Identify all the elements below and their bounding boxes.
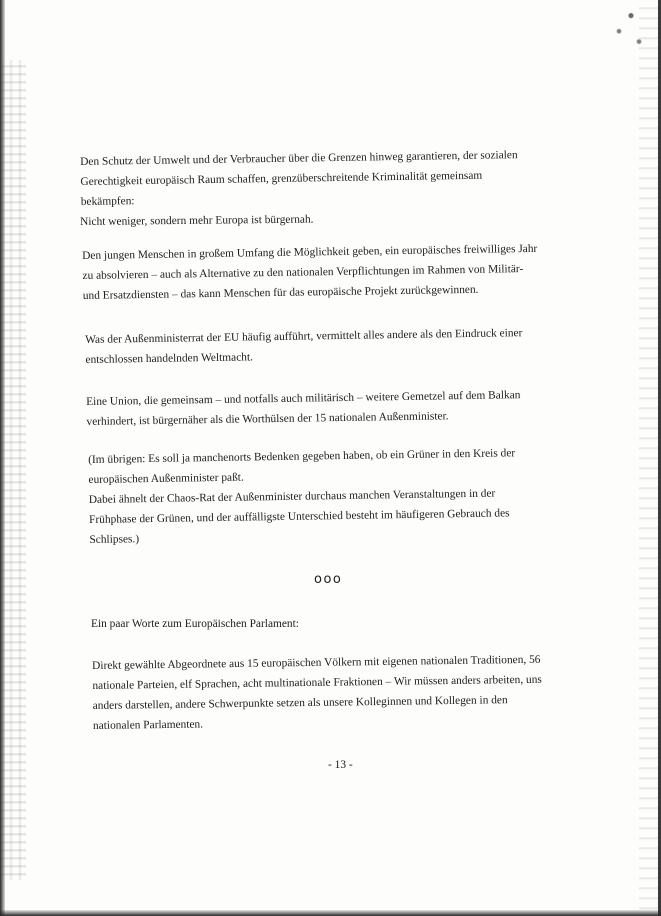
text-line: verhindert, ist bürgernäher als die Worthülsen der 15 nationalen Außenminister. [86, 410, 449, 428]
page-number: - 13 - [328, 759, 353, 771]
paragraph-european-parliament [92, 650, 543, 736]
text-line: (Im übrigen: Es soll ja manchenorts Bedenken gegeben haben, ob ein Grüner in den Kreis der [88, 447, 516, 466]
scan-speckles [607, 0, 647, 52]
text-line: europäischen Außenminister paßt. [88, 471, 244, 486]
text-line: Frühphase der Grünen, und der auffälligste Unterschied besteht im häufigeren Gebrauch des [89, 507, 510, 526]
text-line: Direkt gewählte Abgeordnete aus 15 europäischen Völkern mit eigenen nationalen Traditionen, 56 [92, 653, 541, 672]
text-line: nationale Parteien, elf Sprachen, acht multinationale Fraktionen – Wir müssen anders arbeiten, uns [92, 673, 542, 692]
scan-noise-left [0, 60, 26, 880]
paragraph-more-europe [80, 210, 314, 232]
paragraph-voluntary-year [82, 239, 538, 306]
text-line: nationalen Parlamenten. [92, 718, 204, 732]
paragraph-environment [80, 145, 518, 212]
text-line: bekämpfen: [80, 195, 135, 208]
text-line: Nicht weniger, sondern mehr Europa ist bürgernah. [80, 213, 314, 228]
text-line: Eine Union, die gemeinsam – und notfalls auch militärisch – weitere Gemetzel auf dem Balkan [86, 389, 521, 408]
section-separator: ooo [314, 572, 343, 587]
scan-edge-bottom [0, 910, 661, 916]
text-line: entschlossen handelnden Weltmacht. [85, 351, 254, 366]
paragraph-foreign-ministers-council [85, 323, 523, 370]
section-intro: Ein paar Worte zum Europäischen Parlament: [91, 618, 299, 630]
paragraph-greens-aside [88, 443, 517, 550]
text-line: Den jungen Menschen in großem Umfang die Möglichkeit geben, ein europäisches freiwilliges Jahr [82, 242, 538, 262]
text-line: Den Schutz der Umwelt und der Verbraucher über die Grenzen hinweg garantieren, der sozialen [80, 149, 518, 168]
text-line: Dabei ähnelt der Chaos-Rat der Außenminister durchaus manchen Veranstaltungen in der [88, 487, 496, 506]
text-line: anders darstellen, andere Schwerpunkte setzen als unsere Kolleginnen und Kollegen in den [92, 694, 508, 712]
text-line: Schlipses.) [89, 533, 140, 546]
text-line: und Ersatzdiensten – das kann Menschen für das europäische Projekt zurückgewinnen. [82, 283, 479, 302]
paragraph-balkan [86, 385, 521, 432]
text-line: Gerechtigkeit europäisch Raum schaffen, grenzüberschreitende Kriminalität gemeinsam [80, 169, 483, 188]
text-line: Was der Außenministerrat der EU häufig aufführt, vermittelt alles andere als den Eindruck einer [85, 327, 523, 346]
text-line: zu absolvieren – auch als Alternative zu den nationalen Verpflichtungen im Rahmen von Militär- [82, 263, 524, 282]
